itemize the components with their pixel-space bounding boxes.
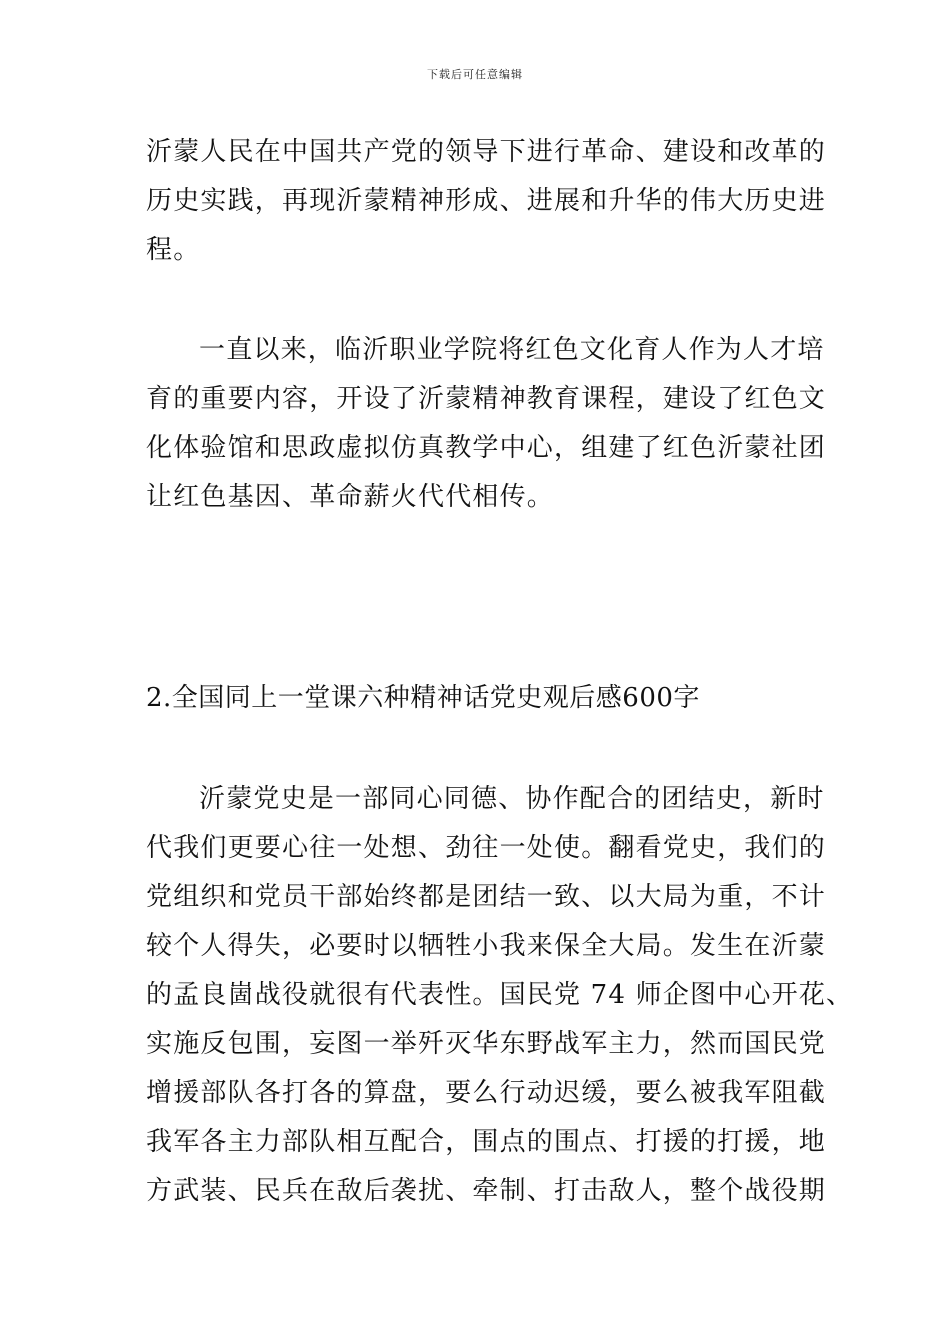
- paragraph-line: 一直以来，临沂职业学院将红色文化育人作为人才培: [199, 335, 825, 365]
- header-note: 下载后可任意编辑: [427, 68, 523, 81]
- paragraph-line: 沂蒙党史是一部同心同德、协作配合的团结史，新时: [199, 784, 825, 814]
- section-heading-text: 2.全国同上一堂课六种精神话党史观后感600字: [146, 683, 700, 713]
- paragraph-line: 较个人得失，必要时以牺牲小我来保全大局。发生在沂蒙: [146, 931, 827, 961]
- paragraph-1: [146, 128, 827, 275]
- paragraph-line: 让红色基因、革命薪火代代相传。: [146, 482, 555, 512]
- paragraph-line: 党组织和党员干部始终都是团结一致、以大局为重，不计: [146, 882, 827, 912]
- paragraph-line: 我军各主力部队相互配合，围点的围点、打援的打援，地: [146, 1127, 827, 1157]
- paragraph-line: 沂蒙人民在中国共产党的领导下进行革命、建设和改革的: [146, 137, 827, 167]
- paragraph-line: 实施反包围，妄图一举歼灭华东野战军主力，然而国民党: [146, 1029, 827, 1059]
- paragraph-line: 增援部队各打各的算盘，要么行动迟缓，要么被我军阻截: [146, 1078, 827, 1108]
- paragraph-3: [146, 775, 854, 1216]
- paragraph-line: 育的重要内容，开设了沂蒙精神教育课程，建设了红色文: [146, 384, 827, 414]
- paragraph-line: 历史实践，再现沂蒙精神形成、进展和升华的伟大历史进: [146, 186, 827, 216]
- paragraph-line: 方武装、民兵在敌后袭扰、牵制、打击敌人，整个战役期: [146, 1176, 827, 1206]
- paragraph-line: 的孟良崮战役就很有代表性。国民党 74 师企图中心开花、: [146, 980, 854, 1010]
- section-heading: [146, 674, 808, 723]
- paragraph-line: 化体验馆和思政虚拟仿真教学中心，组建了红色沂蒙社团: [146, 433, 827, 463]
- paragraph-line: 代我们更要心往一处想、劲往一处使。翻看党史，我们的: [146, 833, 827, 863]
- paragraph-2: [146, 326, 827, 522]
- paragraph-line: 程。: [146, 235, 201, 265]
